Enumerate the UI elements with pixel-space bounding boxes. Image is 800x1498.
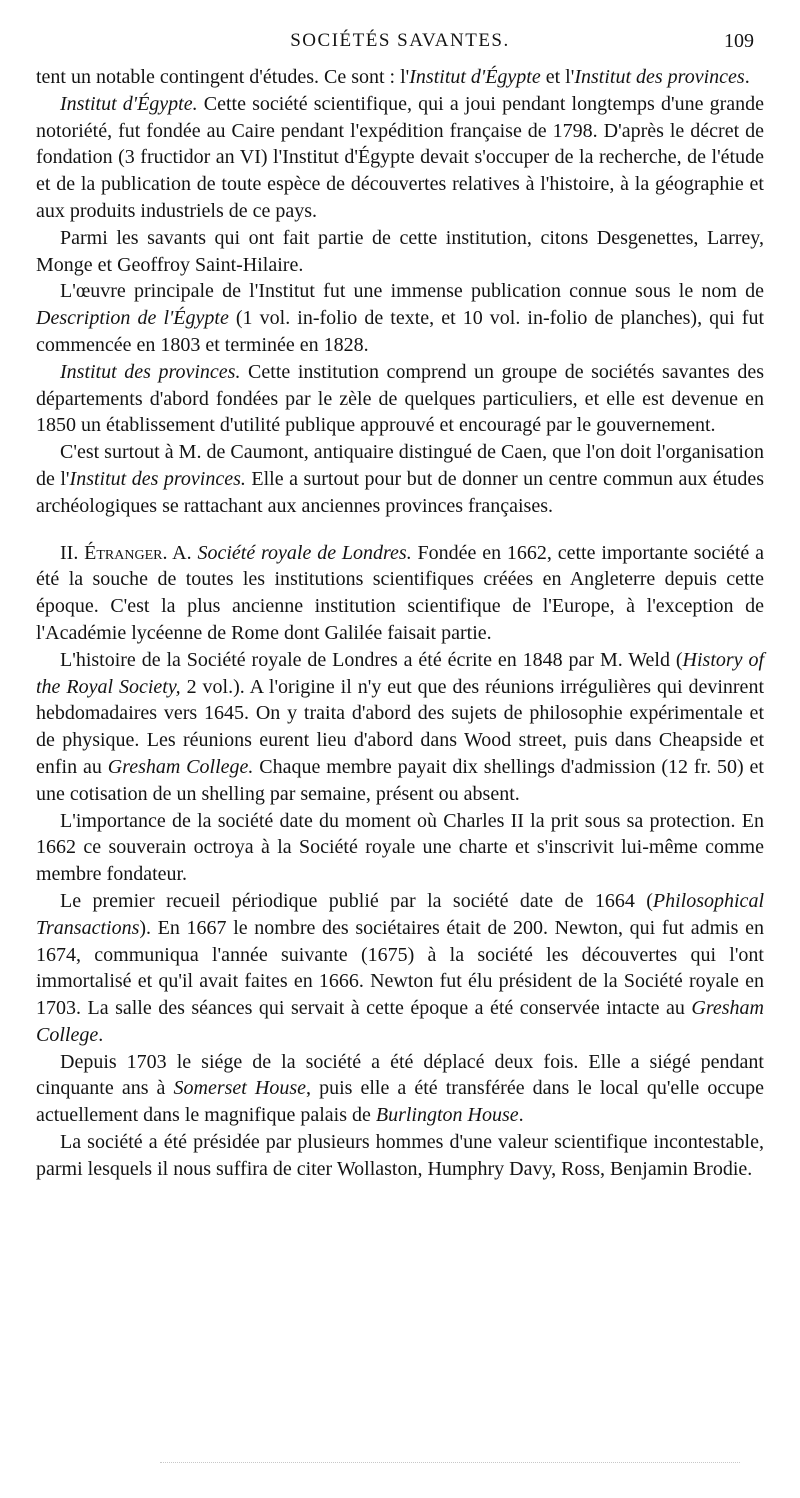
paragraph: C'est surtout à M. de Caumont, antiquaire distingué de Caen, que l'on doit l'organisation de l'Institut des provinces. Elle a surtout pour but de donner un centre commun aux études archéologiques se rattachant aux anciennes provinces françaises.	[36, 441, 764, 517]
scan-artifact	[160, 1462, 740, 1464]
running-header	[36, 30, 764, 56]
paragraph: tent un notable contingent d'études. Ce sont : l'Institut d'Égypte et l'Institut des provinces.	[36, 66, 750, 88]
paragraph: L'importance de la société date du moment où Charles II la prit sous sa protection. En 1662 ce souverain octroya à la Société royale une charte et s'inscrivit lui-même comme membre fondateur.	[36, 809, 764, 886]
running-title: SOCIÉTÉS SAVANTES.	[290, 30, 510, 51]
section-gap	[36, 520, 764, 540]
paragraph: Depuis 1703 le siége de la société a été déplacé deux fois. Elle a siégé pendant cinquante ans à Somerset House, puis elle a été transférée dans le local qu'elle occupe actuellement dans le magnifique palais de Burlington House.	[36, 1050, 764, 1127]
paragraph: L'œuvre principale de l'Institut fut une immense publication connue sous le nom de Description de l'Égypte (1 vol. in-folio de texte, et 10 vol. in-folio de planches), qui fut commencée en 1803 et terminée en 1828.	[36, 280, 765, 356]
paragraph-etranger: II. Étranger. A. Société royale de Londres. Fondée en 1662, cette importante société a été la souche de toutes les institutions scientifiques créées en Angleterre depuis cette époque. C'est la plus ancienne institution scientifique de l'Europe, à l'exception de l'Académie lycéenne de Rome dont Galilée faisait partie.	[36, 541, 764, 644]
paragraph-institut-egypte: Institut d'Égypte. Cette société scientifique, qui a joui pendant longtemps d'une grande notoriété, fut fondée au Caire pendant l'expédition française de 1798. D'après le décret de fondation (3 fructidor an VI) l'Institut d'Égypte devait s'occuper de la recherche, de l'étude et de la publication de toute espèce de découvertes relatives à l'histoire, à la géographie et aux produits industriels de ce pays.	[36, 92, 764, 222]
paragraph: L'histoire de la Société royale de Londres a été écrite en 1848 par M. Weld (History of the Royal Society, 2 vol.). A l'origine il n'y eut que des réunions irrégulières qui devinrent hebdomadaires vers 1645. On y traita d'abord des sujets de philosophie expérimentale et de physique. Les réunions eurent lieu d'abord dans Wood street, puis dans Cheapside et enfin au Gresham College. Chaque membre payait dix shellings d'admission (12 fr. 50) et une cotisation de un shelling par semaine, présent ou absent.	[36, 648, 764, 805]
paragraph: La société a été présidée par plusieurs hommes d'une valeur scientifique incontestable, parmi lesquels il nous suffira de citer Wollaston, Humphry Davy, Ross, Benjamin Brodie.	[36, 1131, 764, 1180]
paragraph: Le premier recueil périodique publié par la société date de 1664 (Philosophical Transactions). En 1667 le nombre des sociétaires était de 200. Newton, qui fut admis en 1674, communiqua l'année suivante (1675) à la société les découvertes qui l'ont immortalisé et qu'il avait faites en 1666. Newton fut élu président de la Société royale en 1703. La salle des séances qui servait à cette époque a été conservée intacte au Gresham College.	[36, 889, 764, 1046]
paragraph-institut-provinces: Institut des provinces. Cette institution comprend un groupe de sociétés savantes des départements d'abord fondées par le zèle de quelques particuliers, et elle est devenue en 1850 un établissement d'utilité publique approuvé et encouragé par le gouvernement.	[36, 360, 764, 437]
body-text	[36, 64, 764, 1183]
page-number: 109	[724, 30, 754, 52]
paragraph: Parmi les savants qui ont fait partie de cette institution, citons Desgenettes, Larrey, Monge et Geoffroy Saint-Hilaire.	[36, 226, 764, 276]
